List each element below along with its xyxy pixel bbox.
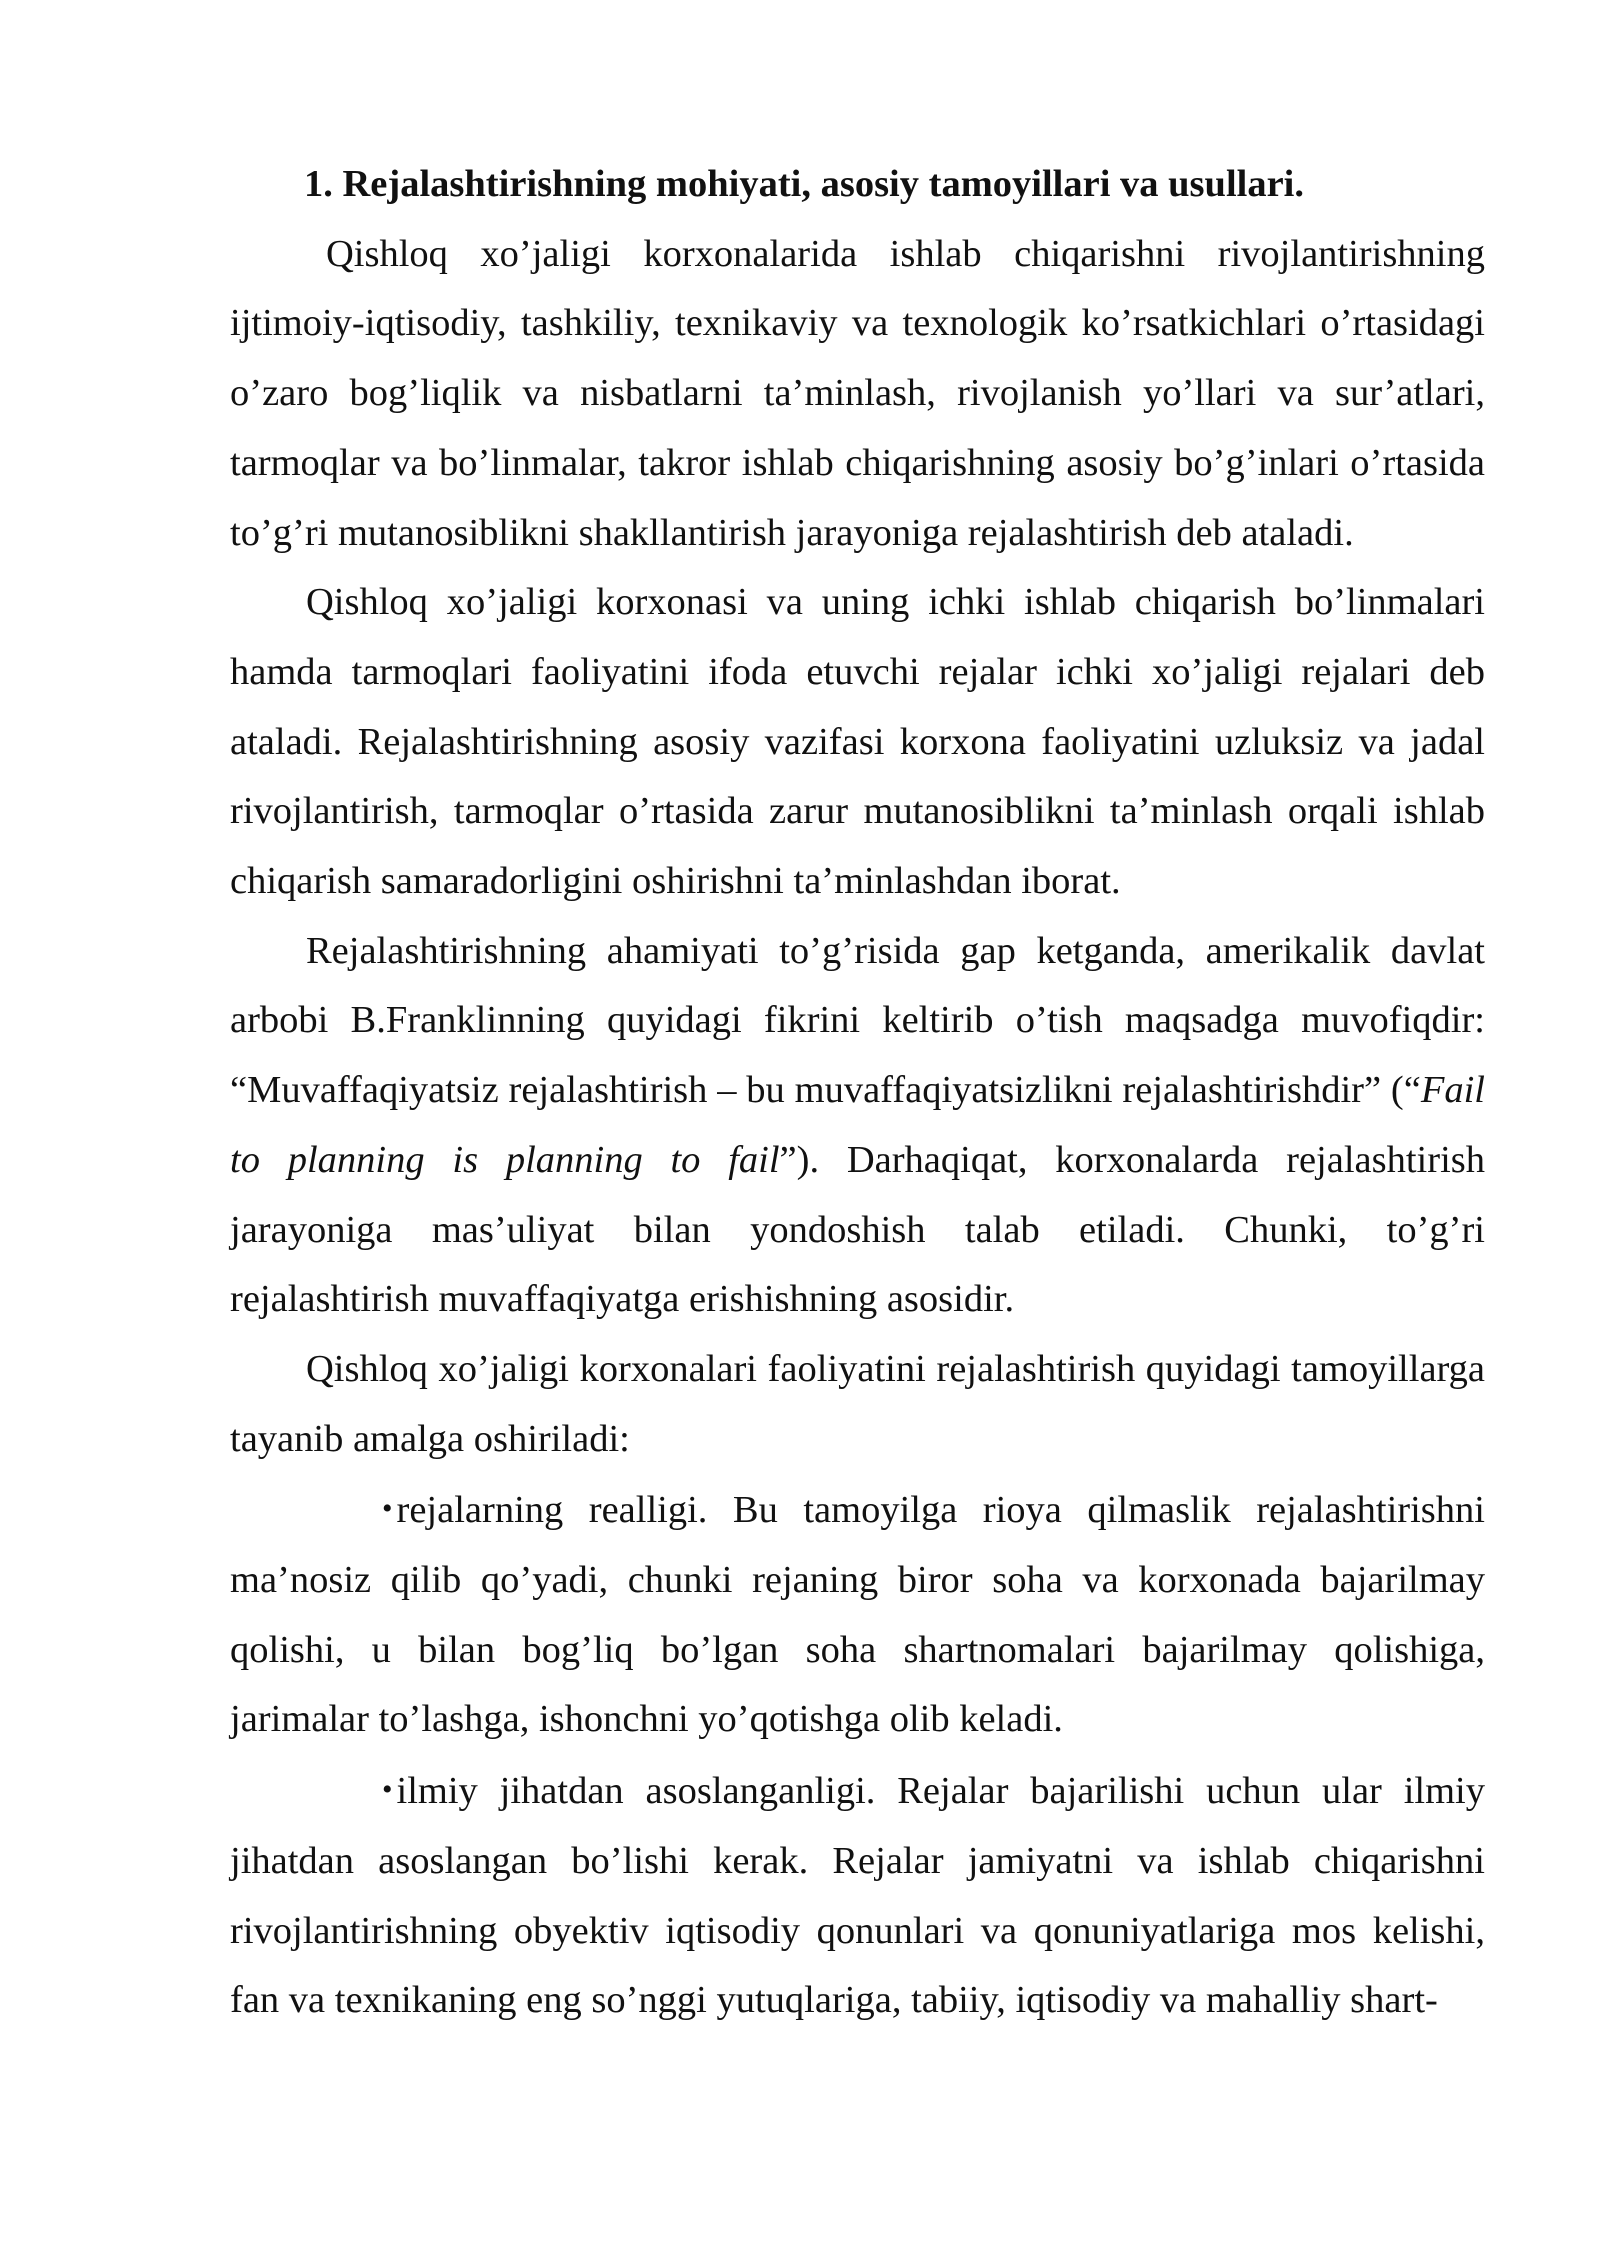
bullet-text: ilmiy jihatdan asoslanganligi. Rejalar bajarilishi uchun ular ilmiy jihatdan asoslangan bo’lishi kerak. Rejalar jamiyatni va ishlab chiqarishni rivojlantirishning obyektiv iqtisodiy qonunlari va qonuniyatlariga mos kelishi, fan va texnikaning eng so’nggi yutuqlariga, tabiiy, iqtisodiy va mahalliy shart- (230, 1770, 1485, 2022)
section-heading: 1. Rejalashtirishning mohiyati, asosiy tamoyillari va usullari. (304, 163, 1305, 205)
bullet-icon: • (382, 1492, 393, 1526)
bullet-item-realism (230, 1474, 1485, 1755)
bullet-item-scientific (230, 1755, 1485, 2036)
quote-text-before: Rejalashtirishning ahamiyati to’g’risida gap ketganda, amerikalik davlat arbobi B.Franklinning quyidagi fikrini keltirib o’tish maqsadga muvofiqdir: “Muvaffaqiyatsiz rejalashtirish – bu muvaffaqiyatsizlikni rejalashtirishdir” (“ (230, 929, 1485, 1112)
paragraph-internal-plans: Qishloq xo’jaligi korxonasi va uning ichki ishlab chiqarish bo’linmalari hamda tarmoqlari faoliyatini ifoda etuvchi rejalar ichki xo’jaligi rejalari deb ataladi. Rejalashtirishning asosiy vazifasi korxona faoliyatini uzluksiz va jadal rivojlantirish, tarmoqlar o’rtasida zarur mutanosiblikni ta’minlash orqali ishlab chiqarish samaradorligini oshirishni ta’minlashdan iborat. (230, 581, 1485, 903)
quote-text-after: ”). Darhaqiqat, korxonalarda rejalashtirish jarayoniga mas’uliyat bilan yondoshish talab etiladi. Chunki, to’g’ri rejalashtirish muvaffaqiyatga erishishning asosidir. (230, 1138, 1485, 1321)
paragraph-definition: Qishloq xo’jaligi korxonalarida ishlab chiqarishni rivojlantirishning ijtimoiy-iqtisodiy, tashkiliy, texnikaviy va texnologik ko’rsatkichlari o’rtasidagi o’zaro bog’liqlik va nisbatlarni ta’minlash, rivojlanish yo’llari va sur’atlari, tarmoqlar va bo’linmalar, takror ishlab chiqarishning asosiy bo’g’inlari o’rtasida to’g’ri mutanosiblikni shakllantirish jarayoniga rejalashtirish deb ataladi. (230, 232, 1485, 554)
paragraph-franklin-quote (230, 917, 1485, 1335)
bullet-icon: • (382, 1773, 393, 1807)
quote-english-italic: Fail to planning is planning to fail (230, 1069, 1485, 1181)
bullet-text: rejalarning realligi. Bu tamoyilga rioya qilmaslik rejalashtirishni ma’nosiz qilib qo’yadi, chunki rejaning biror soha va korxonada bajarilmay qolishi, u bilan bog’liq bo’lgan soha shartnomalari bajarilmay qolishiga, jarimalar to’lashga, ishonchni yo’qotishga olib keladi. (230, 1489, 1485, 1741)
document-body (230, 150, 1485, 2036)
paragraph-principles-intro: Qishloq xo’jaligi korxonalari faoliyatini rejalashtirish quyidagi tamoyillarga tayanib amalga oshiriladi: (230, 1347, 1485, 1460)
